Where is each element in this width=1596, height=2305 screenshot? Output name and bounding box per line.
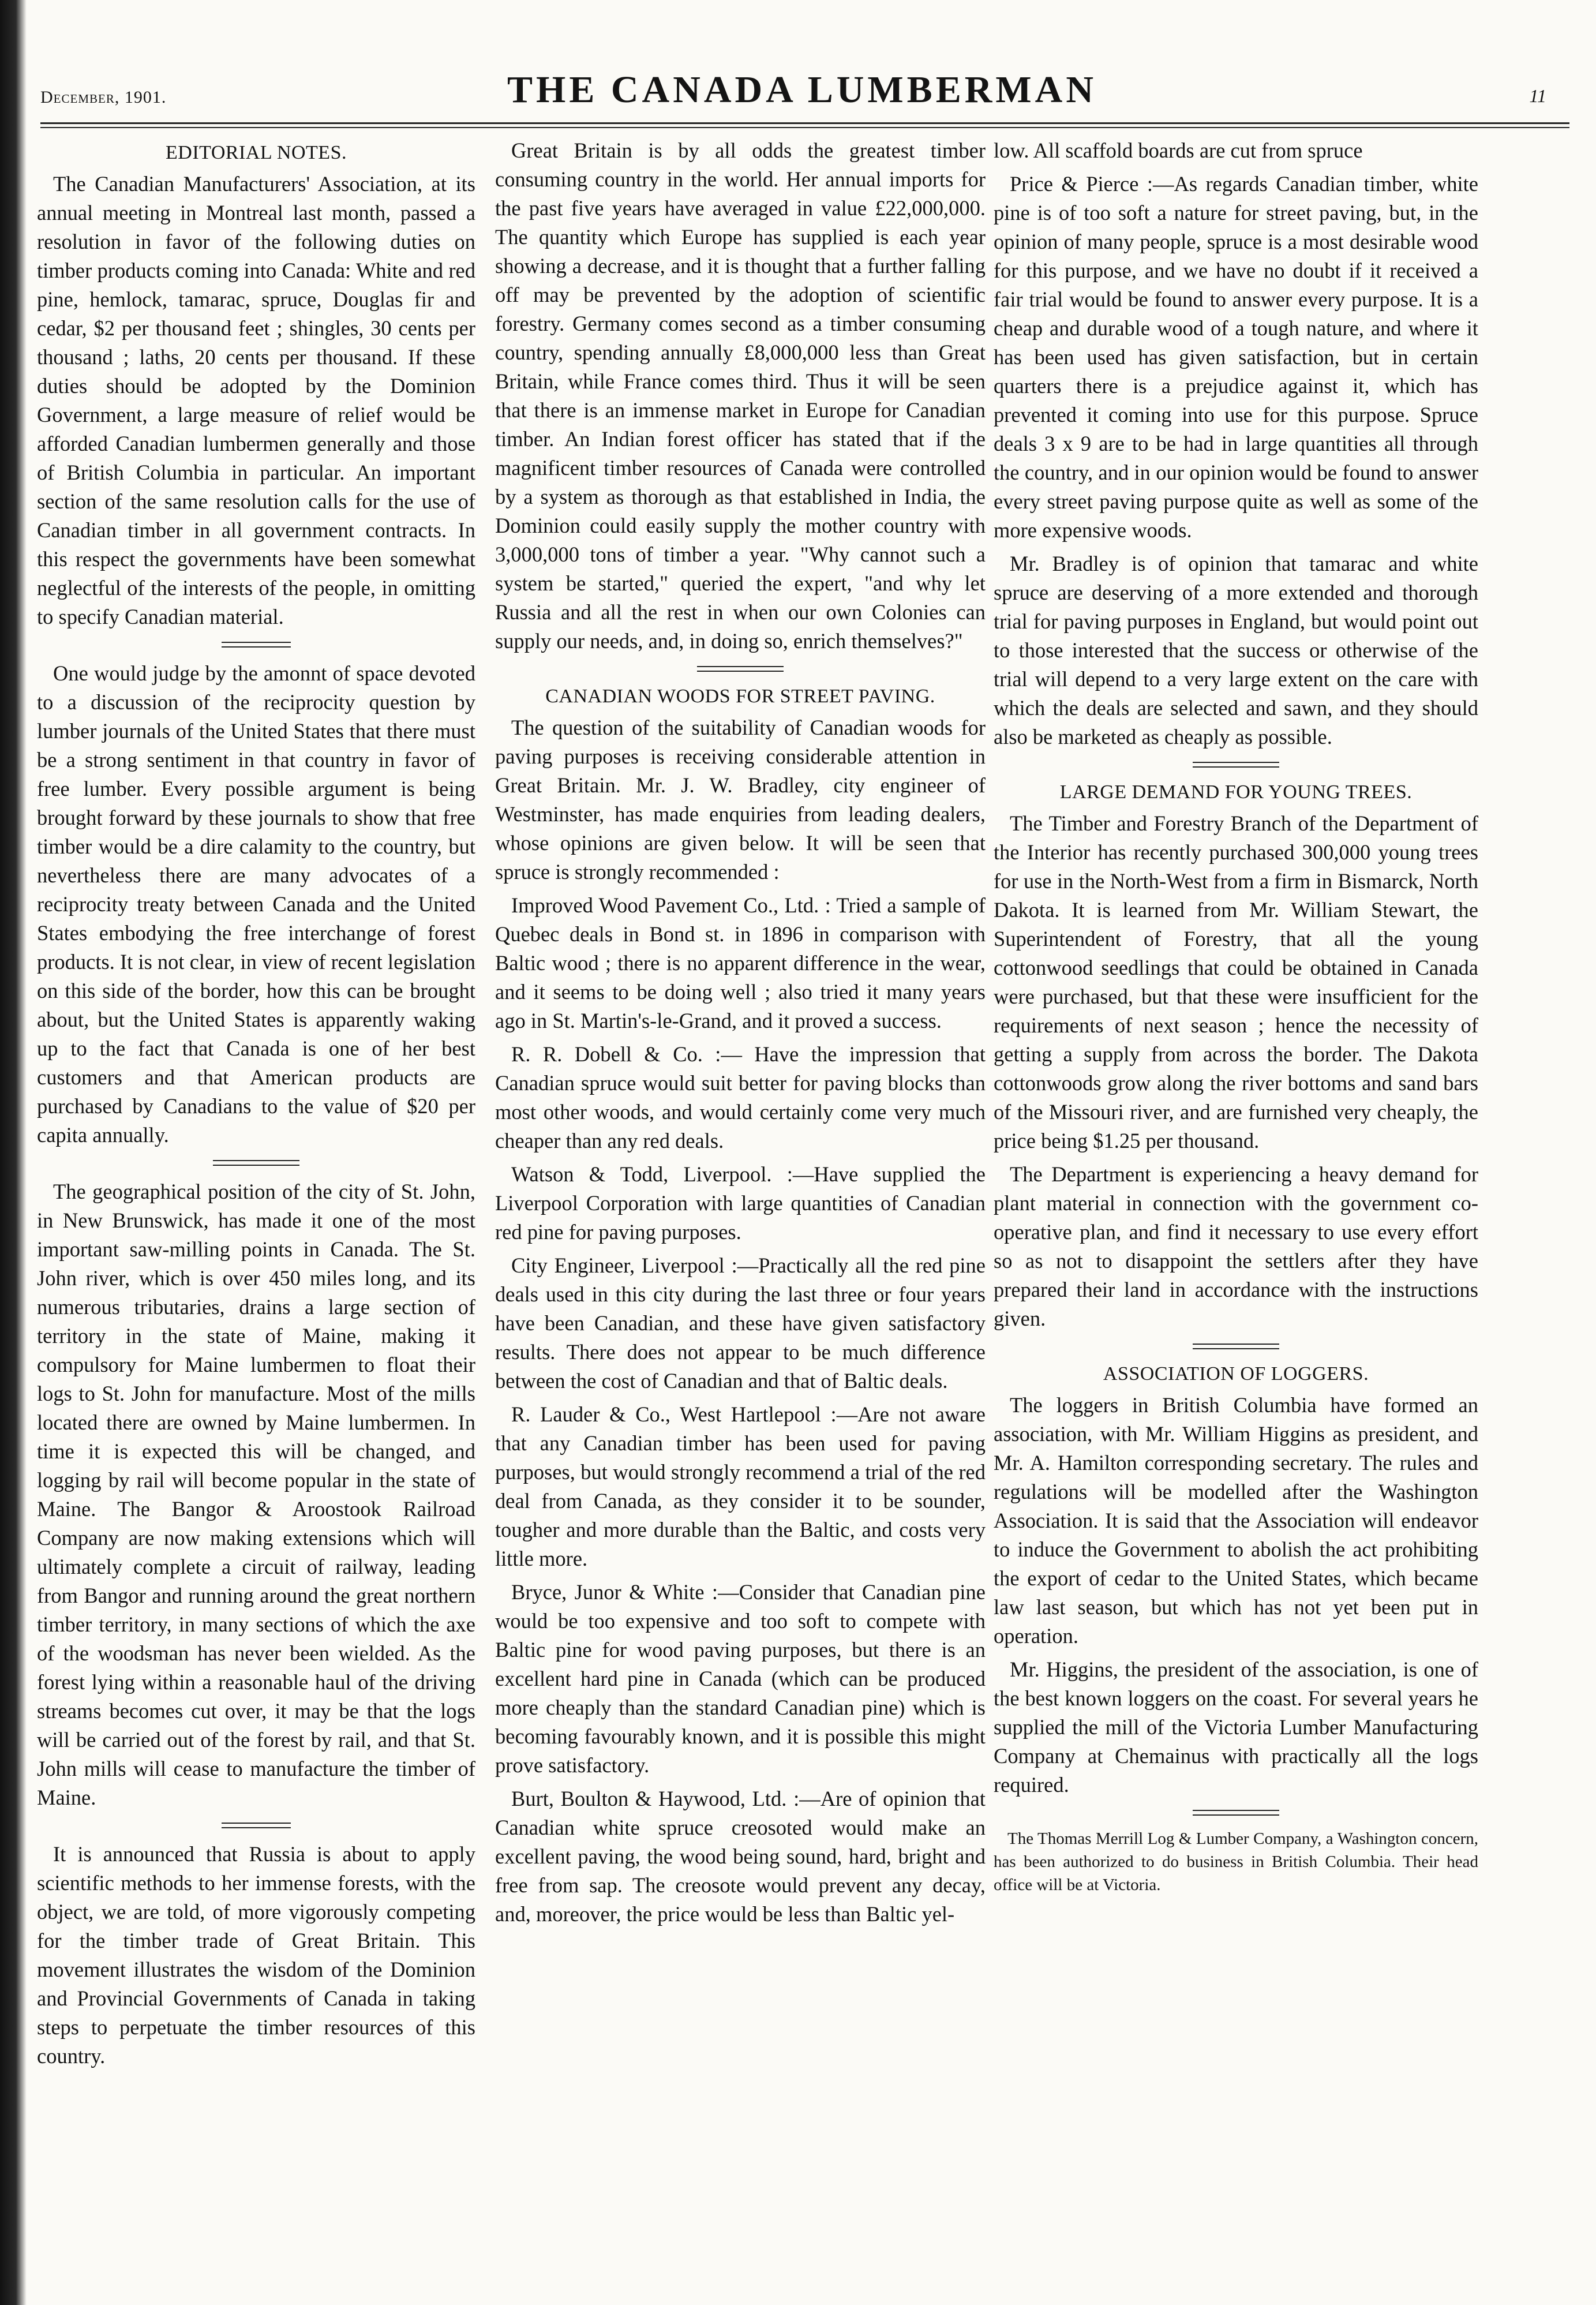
article-paragraph: The question of the suitability of Canadian woods for paving purposes is receiving considerable attention in Great Britain. Mr. J. W. Bradley, city engineer of Westminster, has made enquiries from leading dealers, whose opinions are given below. It will be seen that spruce is strongly recommended :: [495, 716, 986, 884]
article-paragraph: Mr. Bradley is of opinion that tamarac and white spruce are deserving of a more extended and thorough trial for paving purposes in England, but would point out to those interested that the success or otherwise of the trial will depend to a very large extent on the care with which the deals are selected and sawn, and they should also be marketed as cheaply as possible.: [994, 552, 1478, 749]
article-paragraph: Price & Pierce :—As regards Canadian timber, white pine is of too soft a nature for street paving, but, in the opinion of many people, spruce is a most desirable wood for this purpose, and we have no doubt if it received a fair trial would be found to answer every purpose. It is a cheap and durable wood of a tough nature, and where it has been used has given satisfaction, but in certain quarters there is a prejudice against it, which has prevented it coming into use for this purpose. Spruce deals 3 x 9 are to be had in large quantities all through the country, and in our opinion would be found to answer every street paving purpose quite as well as some of the more expensive woods.: [994, 172, 1478, 542]
section-divider: [1193, 762, 1279, 768]
article-paragraph: The Department is experiencing a heavy demand for plant material in connection with the government co-operative plan, and find it necessary to use every effort so as not to disappoint the settlers after they have prepared their land in accordance with the instructions given.: [994, 1162, 1478, 1330]
section-heading-editorial-notes: EDITORIAL NOTES.: [166, 142, 347, 163]
article-paragraph: Improved Wood Pavement Co., Ltd. : Tried a sample of Quebec deals in Bond st. in 1896 in comparison with Baltic wood ; there is no apparent difference in the wear, and it seems to be doing well ; also tried it many years ago in St. Martin's-le-Grand, and it proved a success.: [495, 893, 986, 1032]
column-1: [37, 136, 475, 2282]
article-paragraph: R. Lauder & Co., West Hartlepool :—Are not aware that any Canadian timber has been used for paving purposes, but would strongly recommend a trial of the red deal from Canada, as they consider it to be sounder, tougher and more durable than the Baltic, and costs very little more.: [495, 1402, 986, 1570]
article-paragraph: The loggers in British Columbia have formed an association, with Mr. William Higgins as president, and Mr. A. Hamilton corresponding secretary. The rules and regulations will be modelled after the Washington Association. It is said that the Association will endeavor to induce the Government to abolish the act prohibiting the export of cedar to the United States, which became law last season, but which has not yet been put in operation.: [994, 1393, 1478, 1648]
news-note: [994, 1827, 1478, 1896]
section-divider: [1193, 1810, 1279, 1816]
section-heading-street-paving: CANADIAN WOODS FOR STREET PAVING.: [545, 686, 935, 707]
article-paragraph: City Engineer, Liverpool :—Practically all the red pine deals used in this city during the last three or four years have been Canadian, and these have given satisfactory results. There does not appear to be much difference between the cost of Canadian and that of Baltic deals.: [495, 1253, 986, 1393]
issue-date: December, 1901.: [40, 88, 167, 107]
section-divider: [222, 1823, 291, 1828]
page-header: [40, 68, 1564, 114]
article-paragraph: Burt, Boulton & Haywood, Ltd. :—Are of opinion that Canadian white spruce creosoted would make an excellent paving, the wood being sound, hard, bright and free from sap. The creosote would prevent any decay, and, moreover, the price would be less than Baltic yel-: [495, 1787, 986, 1926]
header-rule-thin: [40, 127, 1569, 128]
section-divider: [1193, 1344, 1279, 1349]
article-paragraph: R. R. Dobell & Co. :— Have the impression that Canadian spruce would suit better for paving blocks than most other woods, and would certainly come very much cheaper than any red deals.: [495, 1042, 986, 1152]
column-2: [495, 136, 986, 2282]
column-3: [994, 136, 1478, 2282]
editorial-paragraph-reciprocity: One would judge by the amonnt of space devoted to a discussion of the reciprocity question by lumber journals of the United States that there must be a strong sentiment in that country in favor of free lumber. Every possible argument is being brought forward by these journals to show that free timber would be a dire calamity to the country, but nevertheless there are many advocates of a reciprocity treaty between Canada and the United States embodying the free interchange of forest products. It is not clear, in view of recent legislation on this side of the border, how this can be brought about, but the United States is apparently waking up to the fact that Canada is one of her best customers and that American products are purchased by Canadians to the value of $20 per capita annually.: [37, 661, 475, 1147]
section-divider: [222, 642, 291, 648]
article-paragraph: Watson & Todd, Liverpool. :—Have supplied the Liverpool Corporation with large quantities of Canadian red pine for paving purposes.: [495, 1162, 986, 1244]
section-heading-loggers: ASSOCIATION OF LOGGERS.: [1103, 1363, 1369, 1385]
header-rule: [40, 122, 1569, 124]
article-paragraph-continued: low. All scaffold boards are cut from spruce: [994, 139, 1363, 162]
page-number: 11: [1529, 85, 1546, 106]
masthead-title: THE CANADA LUMBERMAN: [507, 69, 1097, 111]
article-paragraph: Mr. Higgins, the president of the association, is one of the best known loggers on the coast. For several years he supplied the mill of the Victoria Lumber Manufacturing Company at Chemainus with practically all the logs required.: [994, 1657, 1478, 1797]
news-note-text: The Thomas Merrill Log & Lumber Company, a Washington concern, has been authorized to do business in British Columbia. Their head office will be at Victoria.: [994, 1829, 1478, 1894]
editorial-paragraph-russia: It is announced that Russia is about to apply scientific methods to her immense forests, with the object, we are told, of more vigorously competing for the timber trade of Great Britain. This movement illustrates the wisdom of the Dominion and Provincial Governments of Canada in taking steps to perpetuate the timber resources of this country.: [37, 1842, 475, 2068]
article-paragraph: Bryce, Junor & White :—Consider that Canadian pine would be too expensive and too soft to compete with Baltic pine for wood paving purposes, but there is an excellent hard pine in Canada (which can be produced more cheaply than the standard Canadian pine) which is becoming favourably known, and it is possible this might prove satisfactory.: [495, 1580, 986, 1777]
section-divider: [697, 666, 784, 672]
article-paragraph-great-britain: Great Britain is by all odds the greatest timber consuming country in the world. Her annual imports for the past five years have averaged in value £22,000,000. The quantity which Europe has supplied is each year showing a decrease, and it is thought that a further falling off may be prevented by the adoption of scientific forestry. Germany comes second as a timber consuming country, spending annually £8,000,000 less than Great Britain, while France comes third. Thus it will be seen that there is an immense market in Europe for Canadian timber. An Indian forest officer has stated that if the magnificent timber resources of Canada were controlled by a system as thorough as that established in India, the Dominion could easily supply the mother country with 3,000,000 tons of timber a year. "Why cannot such a system be started," queried the expert, "and why let Russia and all the rest in when our own Colonies can supply our needs, and, in doing so, enrich themselves?": [495, 139, 986, 653]
section-heading-young-trees: LARGE DEMAND FOR YOUNG TREES.: [1059, 781, 1413, 803]
section-divider: [213, 1160, 299, 1166]
editorial-paragraph-st-john: The geographical position of the city of St. John, in New Brunswick, has made it one of the most important saw-milling points in Canada. The St. John river, which is over 450 miles long, and its numerous tributaries, drains a large section of territory in the state of Maine, making it compulsory for Maine lumbermen to float their logs to St. John for manufacture. Most of the mills located there are owned by Maine lumbermen. In time it is expected this will be changed, and logging by rail will become popular in the state of Maine. The Bangor & Aroostook Railroad Company are now making extensions which will ultimately complete a circuit of railway, leading from Bangor and running around the great northern timber territory, in many sections of which the axe of the woodsman has never been wielded. As the forest lying within a reasonable haul of the driving streams becomes cut over, it may be that the logs will be carried out of the forest by rail, and that St. John mills will cease to manufacture the timber of Maine.: [37, 1180, 475, 1809]
article-paragraph: The Timber and Forestry Branch of the Department of the Interior has recently purchased 300,000 young trees for use in the North-West from a firm in Bismarck, North Dakota. It is learned from Mr. William Stewart, the Superintendent of Forestry, that all the young cottonwood seedlings that could be obtained in Canada were purchased, but that these were insufficient for the requirements of next season ; hence the necessity of getting a supply from across the border. The Dakota cottonwoods grow along the river bottoms and sand bars of the Missouri river, and are furnished very cheaply, the price being $1.25 per thousand.: [994, 811, 1478, 1152]
page-binding-edge: [0, 0, 27, 2305]
editorial-paragraph-duties: The Canadian Manufacturers' Association, at its annual meeting in Montreal last month, passed a resolution in favor of the following duties on timber products coming into Canada: White and red pine, hemlock, tamarac, spruce, Douglas fir and cedar, $2 per thousand feet ; shingles, 30 cents per thousand ; laths, 20 cents per thousand. If these duties should be adopted by the Dominion Government, a large measure of relief would be afforded Canadian lumbermen generally and those of British Columbia in particular. An important section of the same resolution calls for the use of Canadian timber in all government contracts. In this respect the governments have been somewhat neglectful of the interests of the people, in omitting to specify Canadian material.: [37, 172, 475, 628]
